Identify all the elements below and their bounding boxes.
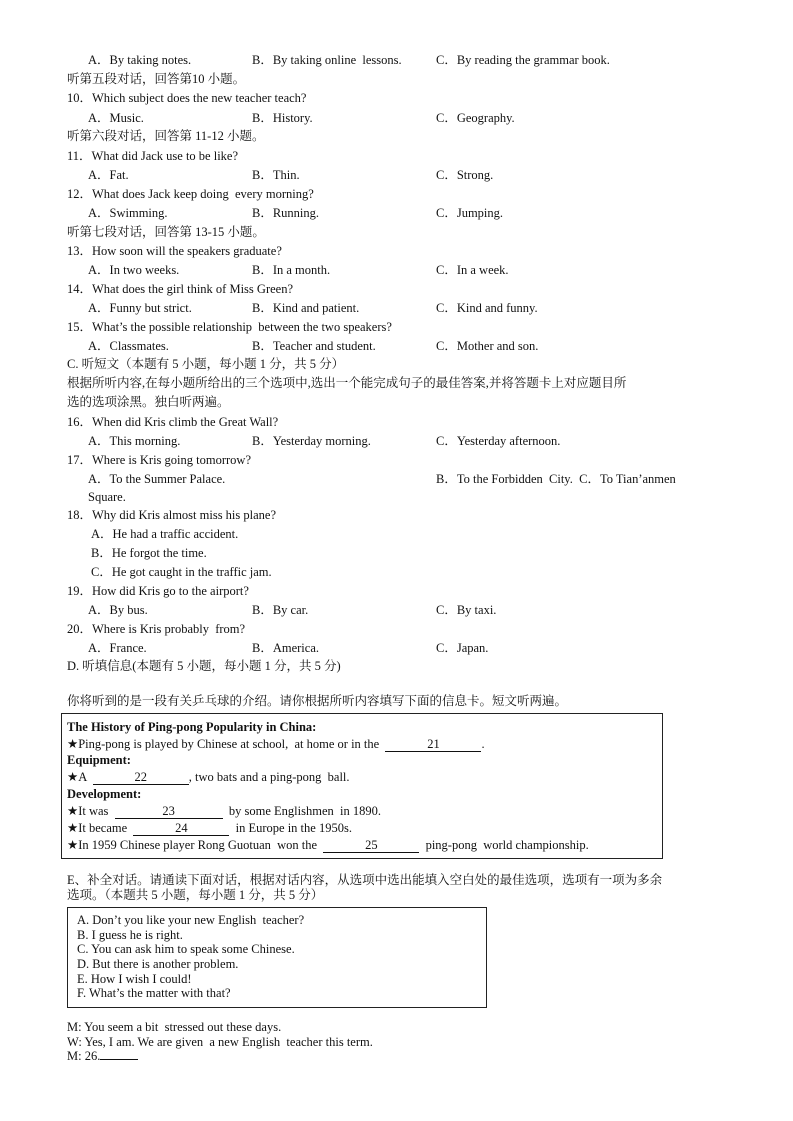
info-card-text: , two bats and a ping-pong ball. bbox=[188, 770, 350, 784]
q13-stem: 13．How soon will the speakers graduate? bbox=[67, 244, 282, 258]
q19-option-a: A．By bus. bbox=[88, 603, 148, 617]
q18-option-c: C．He got caught in the traffic jam. bbox=[91, 565, 272, 579]
q10-option-a: A．Music. bbox=[88, 111, 144, 125]
blank-26[interactable] bbox=[100, 1059, 138, 1060]
q9-option-b: B．By taking online lessons. bbox=[252, 53, 402, 67]
q13-option-b: B．In a month. bbox=[252, 263, 331, 277]
q9-option-c: C．By reading the grammar book. bbox=[436, 53, 610, 67]
dialogue-m1: M: You seem a bit stressed out these days. bbox=[67, 1020, 282, 1034]
q20-stem: 20．Where is Kris probably from? bbox=[67, 622, 246, 636]
option-e: E. How I wish I could! bbox=[77, 972, 192, 986]
q17-option-continuation: Square. bbox=[88, 490, 126, 504]
q11-option-b: B．Thin. bbox=[252, 168, 300, 182]
info-card-text: ★A bbox=[67, 770, 93, 784]
q15-option-c: C．Mother and son. bbox=[436, 339, 539, 353]
section6-heading: 听第六段对话，回答第 11-12 小题。 bbox=[67, 129, 265, 143]
q16-option-c: C．Yesterday afternoon. bbox=[436, 434, 561, 448]
development-heading: Development: bbox=[67, 787, 142, 801]
equipment-heading: Equipment: bbox=[67, 753, 131, 767]
q14-option-b: B．Kind and patient. bbox=[252, 301, 360, 315]
section5-heading: 听第五段对话，回答第10 小题。 bbox=[67, 72, 246, 86]
info-card-text: ping-pong world championship. bbox=[419, 838, 589, 852]
q14-option-c: C．Kind and funny. bbox=[436, 301, 538, 315]
blank-23[interactable]: 23 bbox=[115, 805, 223, 819]
option-f: F. What’s the matter with that? bbox=[77, 986, 231, 1000]
blank-22[interactable]: 22 bbox=[93, 771, 189, 785]
q18-stem: 18．Why did Kris almost miss his plane? bbox=[67, 508, 277, 522]
q13-option-c: C．In a week. bbox=[436, 263, 509, 277]
q9-option-a: A．By taking notes. bbox=[88, 53, 192, 67]
option-b: B. I guess he is right. bbox=[77, 928, 183, 942]
q20-option-b: B．America. bbox=[252, 641, 319, 655]
section7-heading: 听第七段对话，回答第 13-15 小题。 bbox=[67, 225, 265, 239]
q20-option-c: C．Japan. bbox=[436, 641, 489, 655]
part-d-instruction: 你将听到的是一段有关乒乓球的介绍。请你根据所听内容填写下面的信息卡。短文听两遍。 bbox=[67, 694, 568, 708]
part-e-title-line1: E、补全对话。请通读下面对话，根据对话内容，从选项中选出能填入空白处的最佳选项，选项有一项为多余 bbox=[67, 873, 663, 887]
q14-stem: 14．What does the girl think of Miss Green? bbox=[67, 282, 293, 296]
dialogue-m2 bbox=[67, 1049, 138, 1064]
q12-option-a: A．Swimming. bbox=[88, 206, 168, 220]
q13-option-a: A．In two weeks. bbox=[88, 263, 180, 277]
q10-option-b: B．History. bbox=[252, 111, 313, 125]
q15-option-a: A．Classmates. bbox=[88, 339, 169, 353]
info-card-line-25 bbox=[67, 838, 589, 853]
q17-option-a: A．To the Summer Palace. bbox=[88, 472, 226, 486]
part-d-title: D. 听填信息(本题有 5 小题，每小题 1 分，共 5 分) bbox=[67, 659, 341, 673]
q12-option-b: B．Running. bbox=[252, 206, 320, 220]
info-card-title: The History of Ping-pong Popularity in China: bbox=[67, 720, 317, 734]
q10-stem: 10．Which subject does the new teacher teach? bbox=[67, 91, 307, 105]
q20-option-a: A．France. bbox=[88, 641, 147, 655]
q18-option-a: A．He had a traffic accident. bbox=[91, 527, 239, 541]
dialogue-w1: W: Yes, I am. We are given a new English teacher this term. bbox=[67, 1035, 373, 1049]
part-c-instruction-line2: 选的选项涂黑。独白听两遍。 bbox=[67, 395, 230, 409]
info-card-text: ★It became bbox=[67, 821, 134, 835]
q16-option-a: A．This morning. bbox=[88, 434, 181, 448]
part-c-title: C. 听短文（本题有 5 小题，每小题 1 分，共 5 分） bbox=[67, 357, 345, 371]
q14-option-a: A．Funny but strict. bbox=[88, 301, 192, 315]
q12-option-c: C．Jumping. bbox=[436, 206, 504, 220]
part-c-instruction-line1: 根据所听内容,在每小题所给出的三个选项中,选出一个能完成句子的最佳答案,并将答题卡上对应题目所 bbox=[67, 376, 627, 390]
q11-option-c: C．Strong. bbox=[436, 168, 494, 182]
info-card-text: ★Ping-pong is played by Chinese at school, at home or in the bbox=[67, 737, 386, 751]
blank-25[interactable]: 25 bbox=[323, 839, 419, 853]
q16-stem: 16．When did Kris climb the Great Wall? bbox=[67, 415, 279, 429]
q18-option-b: B．He forgot the time. bbox=[91, 546, 207, 560]
info-card-text: . bbox=[481, 737, 485, 751]
dialogue-m2-text: M: 26. bbox=[67, 1049, 101, 1063]
info-card-line-23 bbox=[67, 804, 381, 819]
q19-option-c: C．By taxi. bbox=[436, 603, 497, 617]
blank-24[interactable]: 24 bbox=[133, 822, 229, 836]
q12-stem: 12．What does Jack keep doing every morning? bbox=[67, 187, 314, 201]
option-c: C. You can ask him to speak some Chinese. bbox=[77, 942, 295, 956]
q17-stem: 17．Where is Kris going tomorrow? bbox=[67, 453, 251, 467]
q11-option-a: A．Fat. bbox=[88, 168, 129, 182]
info-card-text: ★It was bbox=[67, 804, 115, 818]
q11-stem: 11．What did Jack use to be like? bbox=[67, 149, 239, 163]
info-card-text: in Europe in the 1950s. bbox=[229, 821, 352, 835]
q19-option-b: B．By car. bbox=[252, 603, 309, 617]
q15-option-b: B．Teacher and student. bbox=[252, 339, 376, 353]
q19-stem: 19．How did Kris go to the airport? bbox=[67, 584, 249, 598]
q16-option-b: B．Yesterday morning. bbox=[252, 434, 371, 448]
option-d: D. But there is another problem. bbox=[77, 957, 239, 971]
info-card-line-21 bbox=[67, 737, 485, 752]
q15-stem: 15．What’s the possible relationship between the two speakers? bbox=[67, 320, 392, 334]
info-card-line-22 bbox=[67, 770, 350, 785]
info-card-text: ★In 1959 Chinese player Rong Guotuan won the bbox=[67, 838, 324, 852]
info-card-text: by some Englishmen in 1890. bbox=[222, 804, 381, 818]
q10-option-c: C．Geography. bbox=[436, 111, 515, 125]
option-a: A. Don’t you like your new English teacher? bbox=[77, 913, 305, 927]
blank-21[interactable]: 21 bbox=[385, 738, 481, 752]
q17-option-bc: B．To the Forbidden City. C．To Tian’anmen bbox=[436, 472, 676, 486]
part-e-title-line2: 选项。（本题共 5 小题，每小题 1 分，共 5 分） bbox=[67, 888, 324, 902]
info-card-line-24 bbox=[67, 821, 352, 836]
